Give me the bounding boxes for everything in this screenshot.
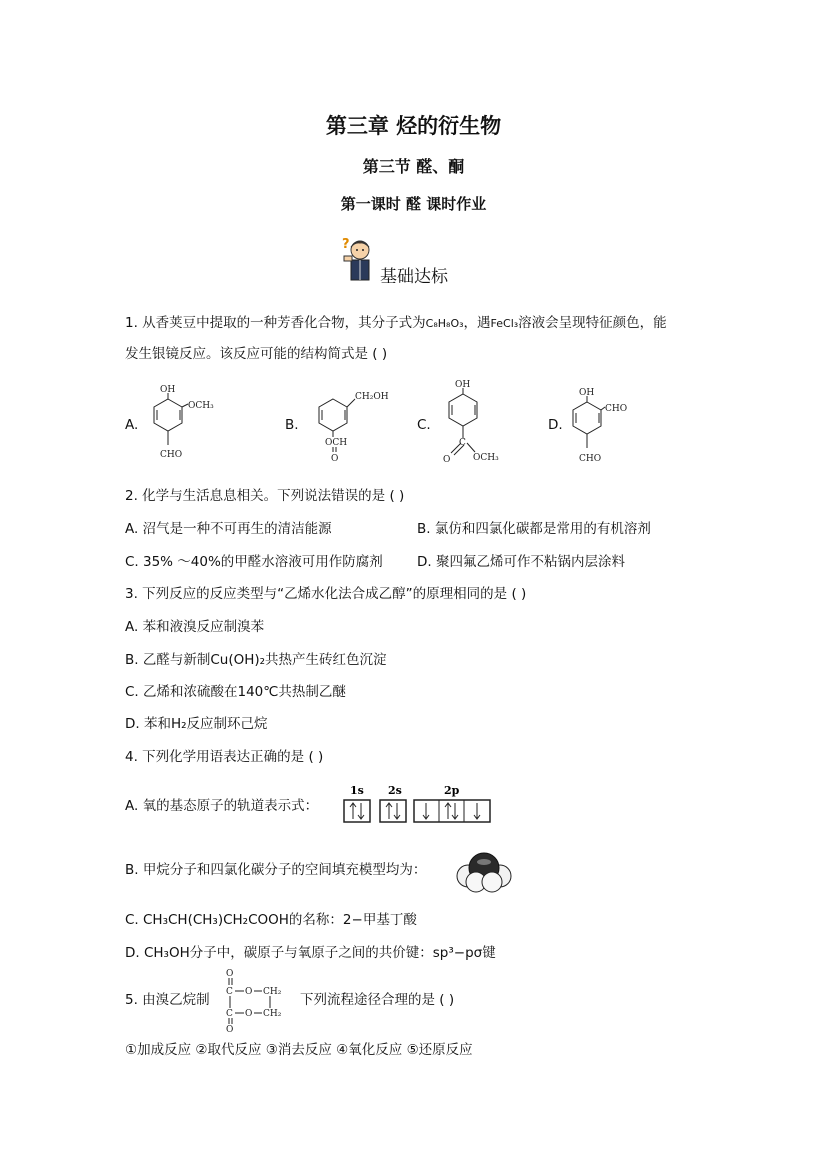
svg-text:O: O [245,1009,253,1019]
structure-b [303,385,398,465]
svg-text:O: O [245,987,253,997]
svg-text:C: C [459,438,466,448]
q3-option-c[interactable]: C. 乙烯和浓硫酸在140℃共热制乙醚 [125,684,346,700]
formula: C₈H₈O₃ [425,317,464,330]
structure-c [435,380,505,468]
question-2-stem: 2. 化学与生活息息相关。下列说法错误的是 ( ) [125,488,405,504]
section-label: 基础达标 [380,267,448,287]
structure-a [140,385,230,463]
q1-option-d-label[interactable]: D. [548,417,563,433]
question-3-stem: 3. 下列反应的反应类型与“乙烯水化法合成乙醇”的原理相同的是 ( ) [125,586,527,602]
svg-text:OCH₃: OCH₃ [188,401,214,411]
space-filling-model [454,848,514,894]
section-title: 第三节 醛、酮 [362,157,465,176]
q3-option-d[interactable]: D. 苯和H₂反应制环己烷 [125,716,268,732]
question-1-line-1: 1. 从香荚豆中提取的一种芳香化合物，其分子式为C₈H₈O₃，遇FeCl₃溶液会呈现特征颜色，能 [125,315,667,331]
q5-steps: ①加成反应 ②取代反应 ③消去反应 ④氧化反应 ⑤还原反应 [125,1042,473,1058]
reagent: FeCl₃ [490,317,519,330]
q2-option-b[interactable]: B. 氯仿和四氯化碳都是常用的有机溶剂 [417,521,651,537]
q4-option-b[interactable]: B. 甲烷分子和四氯化碳分子的空间填充模型均为： [125,862,427,878]
chapter-title: 第三章 烃的衍生物 [325,113,502,138]
svg-text:OCH₃: OCH₃ [473,453,499,463]
orbital-diagram [342,784,494,826]
svg-text:CH₂OH: CH₂OH [355,392,389,402]
thinking-student-icon [338,234,382,284]
svg-text:CH₂: CH₂ [263,987,282,997]
lesson-title: 第一课时 醛 课时作业 [340,195,487,213]
question-4-stem: 4. 下列化学用语表达正确的是 ( ) [125,749,324,765]
structure-d [565,388,645,466]
svg-text:CHO: CHO [605,404,628,414]
svg-text:OH: OH [455,380,471,390]
svg-text:1s: 1s [350,784,364,797]
q3-option-b[interactable]: B. 乙醛与新制Cu(OH)₂共热产生砖红色沉淀 [125,652,387,668]
question-5-prefix: 5. 由溴乙烷制 [125,992,210,1008]
q1-option-b-label[interactable]: B. [285,417,299,433]
q4-option-d[interactable]: D. CH₃OH分子中，碳原子与氧原子之间的共价键：sp³−pσ键 [125,945,496,961]
question-1-line-2: 发生银镜反应。该反应可能的结构简式是 ( ) [125,346,388,362]
svg-text:O: O [226,1025,234,1032]
svg-text:CHO: CHO [579,454,602,464]
q1-option-a-label[interactable]: A. [125,417,139,433]
question-5-suffix: 下列流程途径合理的是 ( ) [300,992,455,1008]
q4-option-a[interactable]: A. 氧的基态原子的轨道表示式： [125,798,319,814]
svg-text:OH: OH [160,385,176,395]
svg-text:C: C [226,987,233,997]
q2-option-c[interactable]: C. 35% ～40%的甲醛水溶液可用作防腐剂 [125,554,383,570]
svg-text:O: O [443,455,451,465]
svg-text:CHO: CHO [160,450,183,460]
q1-option-c-label[interactable]: C. [417,417,431,433]
q4-option-c[interactable]: C. CH₃CH(CH₃)CH₂COOH的名称：2−甲基丁酸 [125,912,417,928]
svg-text:C: C [226,1009,233,1019]
svg-text:CH₂: CH₂ [263,1009,282,1019]
svg-text:2p: 2p [444,784,460,797]
svg-text:?: ? [342,237,350,252]
svg-text:OCH: OCH [325,438,348,448]
q3-option-a[interactable]: A. 苯和液溴反应制溴苯 [125,619,265,635]
q2-option-a[interactable]: A. 沼气是一种不可再生的清洁能源 [125,521,332,537]
ethylene-oxalate-structure [222,966,298,1032]
svg-text:O: O [331,454,339,464]
svg-text:O: O [226,969,234,979]
q2-option-d[interactable]: D. 聚四氟乙烯可作不粘锅内层涂料 [417,554,625,570]
svg-text:OH: OH [579,388,595,398]
svg-text:2s: 2s [388,784,402,797]
